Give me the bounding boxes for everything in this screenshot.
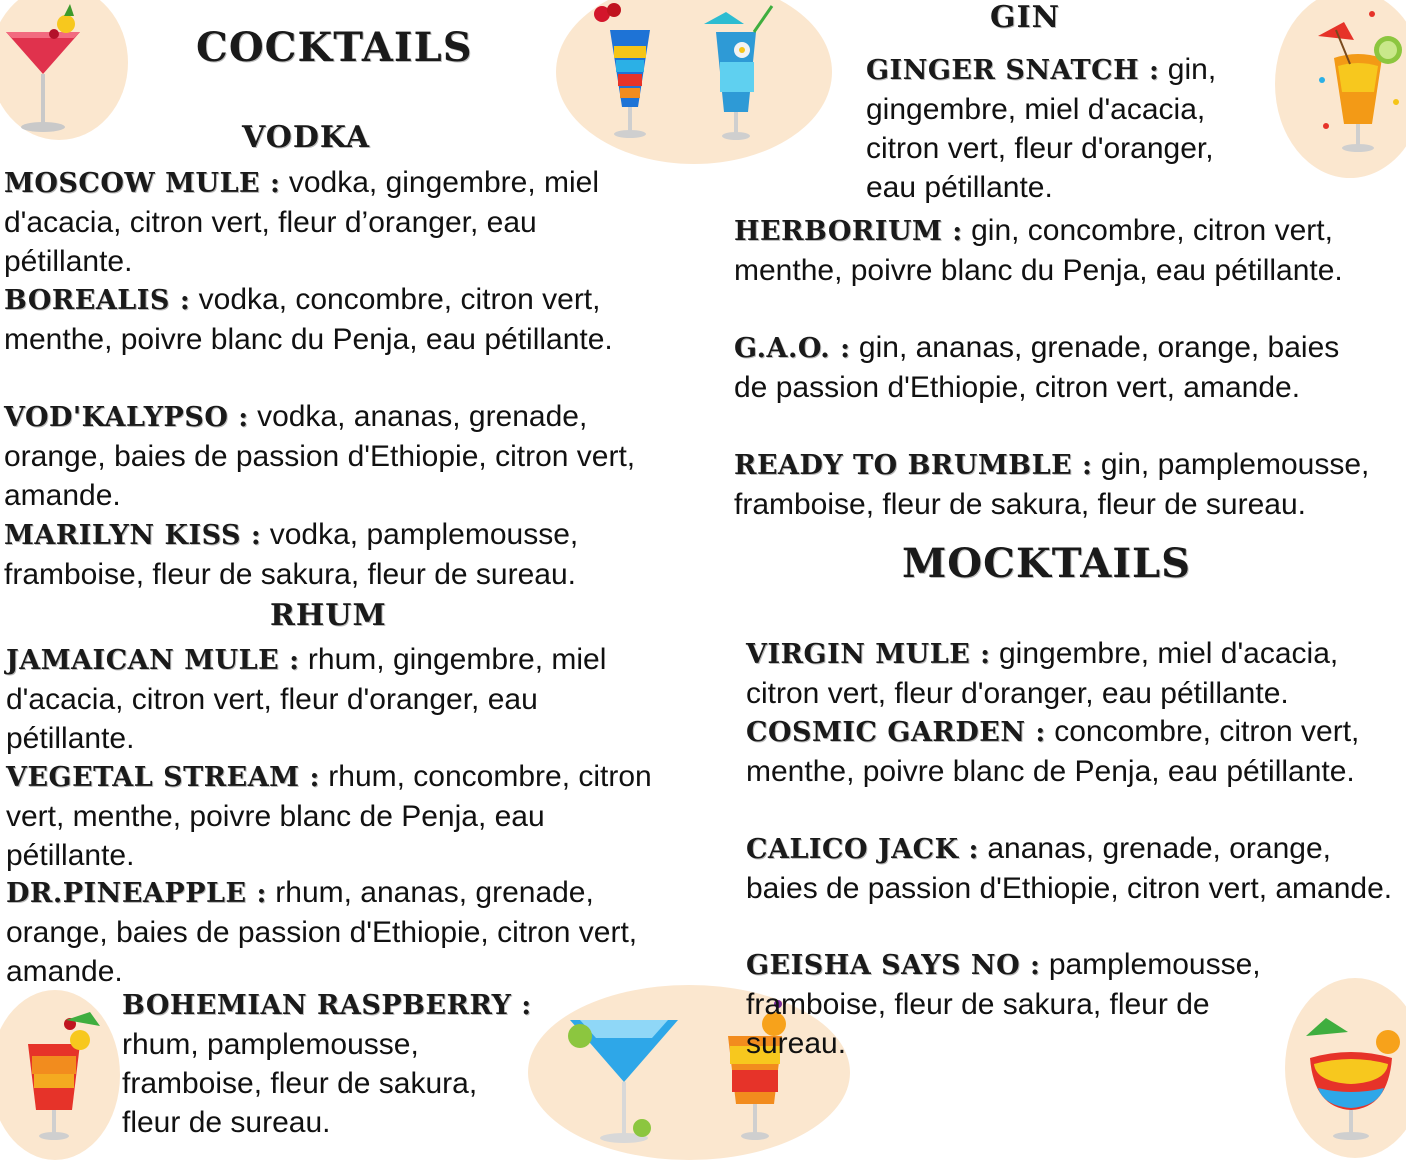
item-name: BOHEMIAN RASPBERRY : xyxy=(122,990,532,1021)
cocktails-heading: COCKTAILS xyxy=(196,24,473,71)
item-name: JAMAICAN MULE : xyxy=(6,645,300,676)
menu-item-ginger-snatch xyxy=(866,50,1266,207)
item-name: DR.PINEAPPLE : xyxy=(6,878,267,909)
tropical-cocktail-icon xyxy=(1296,1012,1406,1146)
item-ingredients: gin, ananas, grenade, orange, baies de passion d'Ethiopie, citron vert, amande. xyxy=(734,331,1340,404)
item-ingredients: gin, pamplemousse, framboise, fleur de sakura, fleur de sureau. xyxy=(734,448,1370,521)
item-ingredients: rhum, gingembre, miel d'acacia, citron vert, fleur d'oranger, eau pétillante. xyxy=(6,643,607,755)
item-name: COSMIC GARDEN : xyxy=(746,717,1046,748)
item-ingredients: vodka, gingembre, miel d'acacia, citron vert, fleur d’oranger, eau pétillante. xyxy=(4,166,599,278)
item-name: G.A.O. : xyxy=(734,333,851,364)
menu-item-vegetal-stream xyxy=(6,757,666,875)
menu-item-moscow-mule xyxy=(4,163,634,281)
item-ingredients: gingembre, miel d'acacia, citron vert, fleur d'oranger, eau pétillante. xyxy=(746,637,1339,710)
menu-item-bohemian-raspberry xyxy=(122,985,542,1142)
menu-item-herborium xyxy=(734,211,1394,290)
item-name: HERBORIUM : xyxy=(734,216,963,247)
item-ingredients: rhum, ananas, grenade, orange, baies de passion d'Ethiopie, citron vert, amande. xyxy=(6,876,638,988)
menu-item-calico-jack xyxy=(746,829,1396,908)
item-ingredients: ananas, grenade, orange, baies de passion d'Ethiopie, citron vert, amande. xyxy=(746,832,1393,905)
item-name: MOSCOW MULE : xyxy=(4,168,281,199)
item-name: MARILYN KISS : xyxy=(4,520,262,551)
menu-item-geisha-says-no xyxy=(746,945,1286,1063)
menu-item-cosmic-garden xyxy=(746,712,1396,791)
menu-item-vodkalypso xyxy=(4,397,669,515)
item-ingredients: vodka, concombre, citron vert, menthe, poivre blanc du Penja, eau pétillante. xyxy=(4,283,613,356)
tropical-sunrise-icon xyxy=(10,1010,106,1144)
martini-cosmo-icon xyxy=(4,4,84,136)
item-name: VIRGIN MULE : xyxy=(746,639,991,670)
menu-item-borealis xyxy=(4,280,669,359)
item-ingredients: vodka, pamplemousse, framboise, fleur de sakura, fleur de sureau. xyxy=(4,518,579,591)
item-ingredients: gin, concombre, citron vert, menthe, poivre blanc du Penja, eau pétillante. xyxy=(734,214,1343,287)
item-name: BOREALIS : xyxy=(4,285,191,316)
party-cocktail-icon xyxy=(1310,6,1406,160)
vodka-heading: VODKA xyxy=(242,120,371,155)
menu-item-ready-to-brumble xyxy=(734,445,1404,524)
item-ingredients: vodka, ananas, grenade, orange, baies de passion d'Ethiopie, citron vert, amande. xyxy=(4,400,636,512)
layered-cocktails-icon xyxy=(586,2,786,142)
item-ingredients: rhum, concombre, citron vert, menthe, poivre blanc de Penja, eau pétillante. xyxy=(6,760,652,872)
gin-heading: GIN xyxy=(990,0,1061,35)
menu-item-marilyn-kiss xyxy=(4,515,679,594)
menu-item-virgin-mule xyxy=(746,634,1396,713)
menu-item-gao xyxy=(734,328,1374,407)
mocktails-heading: MOCKTAILS xyxy=(902,540,1192,587)
item-name: VOD'KALYPSO : xyxy=(4,402,249,433)
item-name: CALICO JACK : xyxy=(746,834,980,865)
item-name: GINGER SNATCH : xyxy=(866,55,1160,86)
rhum-heading: RHUM xyxy=(270,598,387,633)
item-ingredients: rhum, pamplemousse, framboise, fleur de sakura, fleur de sureau. xyxy=(122,1028,478,1139)
item-ingredients: pamplemousse, framboise, fleur de sakura, fleur de sureau. xyxy=(746,948,1261,1060)
item-name: GEISHA SAYS NO : xyxy=(746,950,1041,981)
menu-item-dr-pineapple xyxy=(6,873,646,991)
item-ingredients: gin, gingembre, miel d'acacia, citron vert, fleur d'oranger, eau pétillante. xyxy=(866,53,1217,204)
item-name: VEGETAL STREAM : xyxy=(6,762,320,793)
item-ingredients: concombre, citron vert, menthe, poivre blanc de Penja, eau pétillante. xyxy=(746,715,1360,788)
blue-martini-icon xyxy=(566,1006,682,1148)
item-name: READY TO BRUMBLE : xyxy=(734,450,1093,481)
menu-item-jamaican-mule xyxy=(6,640,666,758)
